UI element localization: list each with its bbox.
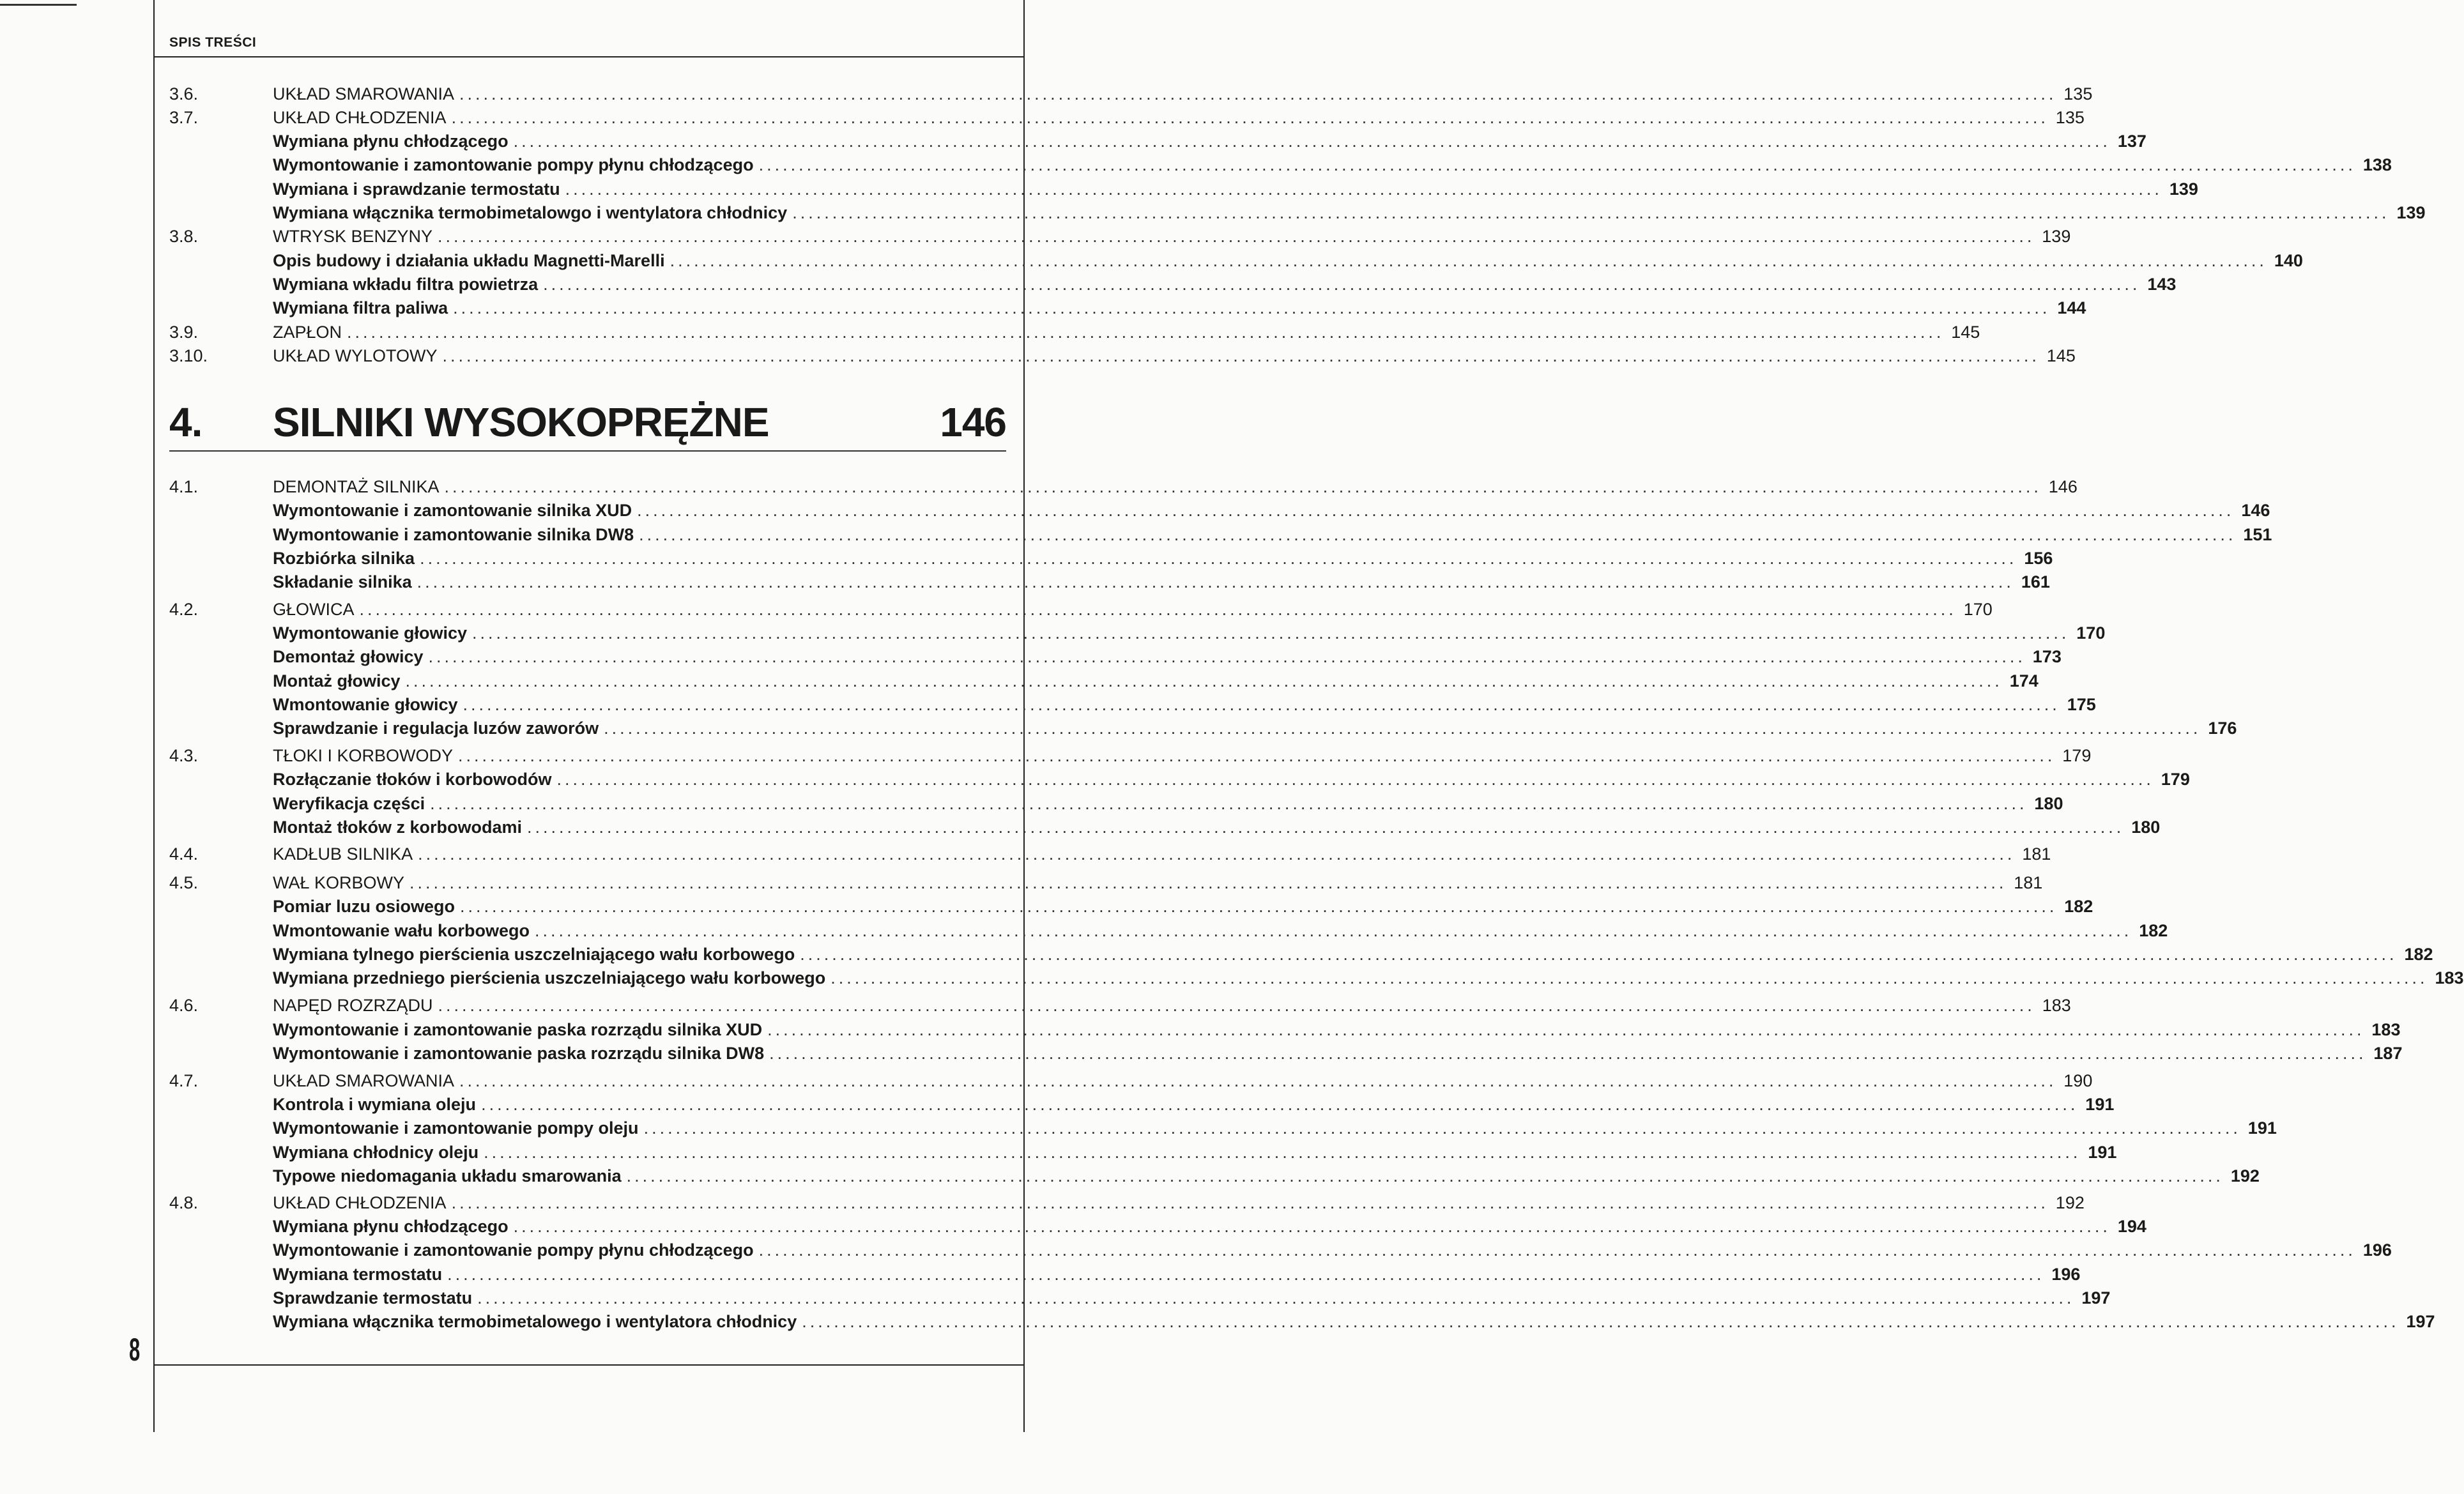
toc-entry-title: DEMONTAŻ SILNIKA	[273, 477, 440, 496]
toc-entry-page: 182	[2139, 921, 2168, 940]
dot-leader: ........................................................................................................................................................................................................	[463, 695, 2060, 714]
toc-entry-number: 3.9.	[169, 323, 199, 342]
toc-entry-page: 183	[2435, 968, 2464, 987]
toc-entry-page: 196	[2362, 1240, 2392, 1260]
toc-entry	[273, 816, 2161, 838]
toc-entry-title: Wymiana filtra paliwa	[273, 298, 448, 317]
toc-entry-title: Wymiana przedniego pierścienia uszczelniającego wału korbowego	[273, 968, 826, 987]
toc-entry	[273, 1239, 2392, 1261]
dot-leader: ........................................................................................................................................................................................................	[405, 671, 2003, 690]
toc-entry	[273, 273, 2177, 295]
toc-entry	[273, 1042, 2403, 1064]
toc-entry-title: Wymontowanie i zamontowanie silnika DW8	[273, 525, 634, 544]
toc-entry-page: 190	[2063, 1071, 2093, 1090]
toc-entry-number: 4.6.	[169, 996, 199, 1015]
toc-entry-page: 181	[2022, 844, 2051, 864]
dot-leader: ........................................................................................................................................................................................................	[347, 323, 1945, 342]
dot-leader: ........................................................................................................................................................................................................	[565, 179, 2162, 199]
toc-entry-title: UKŁAD WYLOTOWY	[273, 346, 438, 365]
dot-leader: ........................................................................................................................................................................................................	[670, 251, 2267, 270]
toc-entry-page: 138	[2362, 155, 2392, 174]
toc-entry-page: 191	[2085, 1095, 2115, 1114]
toc-entry-title: Składanie silnika	[273, 572, 412, 591]
toc-entry-title: Wymiana chłodnicy oleju	[273, 1143, 479, 1162]
toc-entry-page: 175	[2067, 695, 2096, 714]
dot-leader: ........................................................................................................................................................................................................	[442, 346, 2040, 365]
toc-entry-page: 151	[2243, 525, 2272, 544]
toc-entry-page: 191	[2247, 1118, 2277, 1138]
toc-entry-page: 196	[2051, 1265, 2081, 1284]
toc-entry	[273, 83, 2093, 105]
dot-leader: ........................................................................................................................................................................................................	[626, 1166, 2224, 1185]
chapter-title: SILNIKI WYSOKOPRĘŻNE	[273, 399, 769, 445]
toc-entry-page: 143	[2147, 275, 2177, 294]
toc-entry	[273, 202, 2426, 224]
toc-entry	[273, 1311, 2435, 1332]
dot-leader: ........................................................................................................................................................................................................	[527, 818, 2125, 837]
toc-entry	[273, 1019, 2401, 1040]
toc-entry-title: Wymontowanie i zamontowanie pompy płynu chłodzącego	[273, 1240, 754, 1260]
toc-entry	[273, 130, 2146, 152]
toc-entry-page: 176	[2208, 719, 2237, 738]
toc-entry-page: 194	[2117, 1217, 2146, 1236]
toc-entry-page: 191	[2088, 1143, 2117, 1162]
dot-leader: ........................................................................................................................................................................................................	[477, 1288, 2075, 1307]
chapter-number: 4.	[169, 399, 203, 445]
toc-entry	[273, 622, 2106, 644]
corner-line	[0, 4, 77, 6]
toc-entry-page: 139	[2396, 203, 2426, 222]
toc-entry-page: 135	[2063, 84, 2093, 103]
toc-entry-page: 144	[2057, 298, 2086, 317]
dot-leader: ........................................................................................................................................................................................................	[758, 155, 2356, 174]
page-number: 8	[129, 1332, 141, 1368]
toc-entry-page: 139	[2169, 179, 2198, 199]
toc-entry-title: NAPĘD ROZRZĄDU	[273, 996, 433, 1015]
dot-leader: ........................................................................................................................................................................................................	[758, 1240, 2356, 1260]
toc-entry	[273, 225, 2071, 247]
toc-entry-title: KADŁUB SILNIKA	[273, 844, 413, 864]
toc-entry-page: 181	[2014, 873, 2043, 892]
dot-leader: ........................................................................................................................................................................................................	[643, 1118, 2241, 1138]
toc-entry-title: Wymiana termostatu	[273, 1265, 443, 1284]
toc-entry	[273, 920, 2168, 941]
dot-leader: ........................................................................................................................................................................................................	[769, 1044, 2367, 1063]
toc-entry-title: Wymontowanie i zamontowanie pompy oleju	[273, 1118, 639, 1138]
toc-entry-number: 3.8.	[169, 227, 199, 246]
dot-leader: ........................................................................................................................................................................................................	[444, 477, 2042, 496]
toc-entry-title: Opis budowy i działania układu Magnetti-Marelli	[273, 251, 665, 270]
toc-entry	[273, 793, 2063, 814]
dot-leader: ........................................................................................................................................................................................................	[451, 108, 2049, 127]
toc-entry	[273, 476, 2078, 498]
toc-entry-title: UKŁAD CHŁODZENIA	[273, 108, 447, 127]
toc-entry	[273, 321, 1980, 343]
toc-entry-title: Montaż tłoków z korbowodami	[273, 818, 522, 837]
toc-entry-page: 161	[2021, 572, 2050, 591]
toc-entry-title: Rozłączanie tłoków i korbowodów	[273, 770, 552, 789]
toc-entry-page: 140	[2274, 251, 2303, 270]
toc-entry-page: 179	[2062, 746, 2092, 765]
toc-entry-title: UKŁAD CHŁODZENIA	[273, 1193, 447, 1212]
toc-entry-number: 3.6.	[169, 84, 199, 103]
running-header: SPIS TREŚCI	[169, 35, 257, 50]
chapter-heading	[169, 399, 1006, 445]
footer-rule	[155, 1364, 1023, 1366]
dot-leader: ........................................................................................................................................................................................................	[604, 719, 2201, 738]
toc-entry	[273, 345, 2076, 367]
toc-entry-title: Weryfikacja części	[273, 794, 425, 813]
toc-entry-title: Sprawdzanie i regulacja luzów zaworów	[273, 719, 599, 738]
toc-entry	[273, 178, 2198, 200]
toc-entry	[273, 1287, 2111, 1309]
toc-entry	[273, 872, 2043, 894]
toc-entry-title: Pomiar luzu osiowego	[273, 897, 455, 916]
toc-entry-number: 4.5.	[169, 873, 199, 892]
toc-entry-title: UKŁAD SMAROWANIA	[273, 84, 455, 103]
dot-leader: ........................................................................................................................................................................................................	[767, 1020, 2365, 1039]
header-rule	[155, 56, 1023, 57]
toc-entry	[273, 1216, 2146, 1237]
frame-left-rule	[153, 0, 155, 1432]
toc-entry-title: Wmontowanie wału korbowego	[273, 921, 530, 940]
dot-leader: ........................................................................................................................................................................................................	[451, 1193, 2049, 1212]
toc-entry-page: 182	[2064, 897, 2093, 916]
chapter-rule	[169, 450, 1006, 452]
toc-entry	[273, 646, 2062, 667]
toc-entry-number: 4.3.	[169, 746, 199, 765]
toc-entry-title: Montaż głowicy	[273, 671, 401, 690]
toc-entry	[273, 1141, 2117, 1163]
toc-entry-title: Wymiana wkładu filtra powietrza	[273, 275, 539, 294]
toc-entry-title: Wymontowanie i zamontowanie paska rozrządu silnika DW8	[273, 1044, 765, 1063]
dot-leader: ........................................................................................................................................................................................................	[830, 968, 2428, 987]
toc-entry-title: Wymiana włącznika termobimetalowego i wentylatora chłodnicy	[273, 1312, 797, 1331]
toc-entry-page: 183	[2371, 1020, 2401, 1039]
toc-entry	[273, 1094, 2115, 1115]
toc-entry-number: 4.4.	[169, 844, 199, 864]
dot-leader: ........................................................................................................................................................................................................	[556, 770, 2154, 789]
toc-entry-page: 192	[2230, 1166, 2260, 1185]
toc-entry-number: 3.10.	[169, 346, 208, 365]
toc-entry-title: Rozbiórka silnika	[273, 549, 415, 568]
dot-leader: ........................................................................................................................................................................................................	[438, 227, 2035, 246]
chapter-page: 146	[940, 399, 1006, 445]
dot-leader: ........................................................................................................................................................................................................	[418, 844, 2016, 864]
toc-entry	[273, 717, 2237, 739]
toc-entry-title: Kontrola i wymiana oleju	[273, 1095, 477, 1114]
toc-entry-page: 135	[2055, 108, 2085, 127]
toc-entry-number: 4.1.	[169, 477, 199, 496]
toc-entry-page: 170	[1963, 600, 1993, 619]
toc-entry-page: 179	[2161, 770, 2190, 789]
toc-entry-page: 180	[2131, 818, 2161, 837]
toc-entry	[273, 943, 2433, 965]
dot-leader: ........................................................................................................................................................................................................	[453, 298, 2051, 317]
toc-entry-title: Wymiana płynu chłodzącego	[273, 1217, 509, 1236]
dot-leader: ........................................................................................................................................................................................................	[458, 746, 2056, 765]
toc-entry-page: 145	[2046, 346, 2076, 365]
toc-entry-number: 3.7.	[169, 108, 199, 127]
toc-entry-page: 187	[2373, 1044, 2403, 1063]
toc-entry	[273, 598, 1993, 620]
dot-leader: ........................................................................................................................................................................................................	[802, 1312, 2399, 1331]
dot-leader: ........................................................................................................................................................................................................	[472, 623, 2070, 643]
toc-entry	[273, 547, 2053, 569]
toc-entry	[273, 1263, 2081, 1285]
toc-entry-number: 4.8.	[169, 1193, 199, 1212]
toc-entry-title: Wymiana płynu chłodzącego	[273, 132, 509, 151]
toc-entry	[273, 768, 2190, 790]
toc-entry-title: WAŁ KORBOWY	[273, 873, 405, 892]
toc-entry-title: ZAPŁON	[273, 323, 342, 342]
toc-entry-page: 197	[2081, 1288, 2111, 1307]
dot-leader: ........................................................................................................................................................................................................	[513, 132, 2111, 151]
toc-entry-title: TŁOKI I KORBOWODY	[273, 746, 454, 765]
toc-entry	[273, 745, 2092, 766]
dot-leader: ........................................................................................................................................................................................................	[459, 84, 2057, 103]
dot-leader: ........................................................................................................................................................................................................	[420, 549, 2017, 568]
toc-entry	[273, 1117, 2277, 1139]
toc-entry-page: 197	[2406, 1312, 2435, 1331]
dot-leader: ........................................................................................................................................................................................................	[513, 1217, 2111, 1236]
dot-leader: ........................................................................................................................................................................................................	[430, 794, 2028, 813]
toc-entry	[273, 571, 2050, 593]
toc-entry-page: 174	[2009, 671, 2039, 690]
toc-entry-title: WTRYSK BENZYNY	[273, 227, 433, 246]
dot-leader: ........................................................................................................................................................................................................	[460, 897, 2058, 916]
dot-leader: ........................................................................................................................................................................................................	[409, 873, 2007, 892]
toc-entry-page: 183	[2042, 996, 2071, 1015]
toc-entry-title: Wymontowanie i zamontowanie silnika XUD	[273, 501, 632, 520]
dot-leader: ........................................................................................................................................................................................................	[481, 1095, 2079, 1114]
toc-entry	[273, 1070, 2093, 1092]
toc-entry-page: 146	[2241, 501, 2270, 520]
toc-entry-title: Demontaż głowicy	[273, 647, 424, 666]
toc-entry	[273, 524, 2272, 545]
dot-leader: ........................................................................................................................................................................................................	[484, 1143, 2081, 1162]
toc-entry	[273, 967, 2464, 989]
dot-leader: ........................................................................................................................................................................................................	[428, 647, 2026, 666]
dot-leader: ........................................................................................................................................................................................................	[637, 501, 2235, 520]
dot-leader: ........................................................................................................................................................................................................	[459, 1071, 2057, 1090]
toc-entry-title: Wymiana i sprawdzanie termostatu	[273, 179, 560, 199]
toc-entry-title: Typowe niedomagania układu smarowania	[273, 1166, 622, 1185]
toc-entry	[273, 499, 2270, 521]
toc-entry	[273, 297, 2086, 319]
toc-entry-page: 145	[1951, 323, 1980, 342]
toc-entry-page: 180	[2034, 794, 2063, 813]
toc-entry	[273, 250, 2303, 271]
dot-leader: ........................................................................................................................................................................................................	[359, 600, 1957, 619]
toc-entry-title: Sprawdzanie termostatu	[273, 1288, 473, 1307]
toc-entry-title: Wymiana tylnego pierścienia uszczelniającego wału korbowego	[273, 945, 795, 964]
dot-leader: ........................................................................................................................................................................................................	[792, 203, 2390, 222]
dot-leader: ........................................................................................................................................................................................................	[543, 275, 2141, 294]
toc-entry	[273, 154, 2392, 176]
toc-entry-page: 156	[2024, 549, 2053, 568]
toc-entry-number: 4.7.	[169, 1071, 199, 1090]
dot-leader: ........................................................................................................................................................................................................	[800, 945, 2398, 964]
toc-entry	[273, 1192, 2085, 1214]
dot-leader: ........................................................................................................................................................................................................	[535, 921, 2132, 940]
toc-entry-title: UKŁAD SMAROWANIA	[273, 1071, 455, 1090]
toc-entry	[273, 694, 2096, 715]
toc-entry-title: Wmontowanie głowicy	[273, 695, 458, 714]
toc-entry	[273, 670, 2039, 692]
toc-entry-number: 4.2.	[169, 600, 199, 619]
toc-entry	[273, 896, 2093, 917]
toc-entry-page: 170	[2076, 623, 2106, 643]
dot-leader: ........................................................................................................................................................................................................	[417, 572, 2014, 591]
toc-entry-page: 139	[2042, 227, 2071, 246]
toc-entry	[273, 995, 2071, 1016]
toc-entry-title: Wymiana włącznika termobimetalowgo i wentylatora chłodnicy	[273, 203, 788, 222]
toc-entry	[273, 107, 2085, 128]
toc-entry	[273, 843, 2051, 865]
toc-entry-page: 173	[2032, 647, 2062, 666]
dot-leader: ........................................................................................................................................................................................................	[639, 525, 2237, 544]
toc-entry-page: 182	[2404, 945, 2433, 964]
toc-entry	[273, 1165, 2260, 1187]
toc-entry-page: 137	[2117, 132, 2146, 151]
toc-entry-page: 192	[2055, 1193, 2085, 1212]
dot-leader: ........................................................................................................................................................................................................	[447, 1265, 2045, 1284]
toc-entry-title: GŁOWICA	[273, 600, 355, 619]
toc-entry-page: 146	[2048, 477, 2078, 496]
toc-entry-title: Wymontowanie głowicy	[273, 623, 468, 643]
toc-entry-title: Wymontowanie i zamontowanie pompy płynu chłodzącego	[273, 155, 754, 174]
dot-leader: ........................................................................................................................................................................................................	[438, 996, 2035, 1015]
toc-entry-title: Wymontowanie i zamontowanie paska rozrządu silnika XUD	[273, 1020, 763, 1039]
